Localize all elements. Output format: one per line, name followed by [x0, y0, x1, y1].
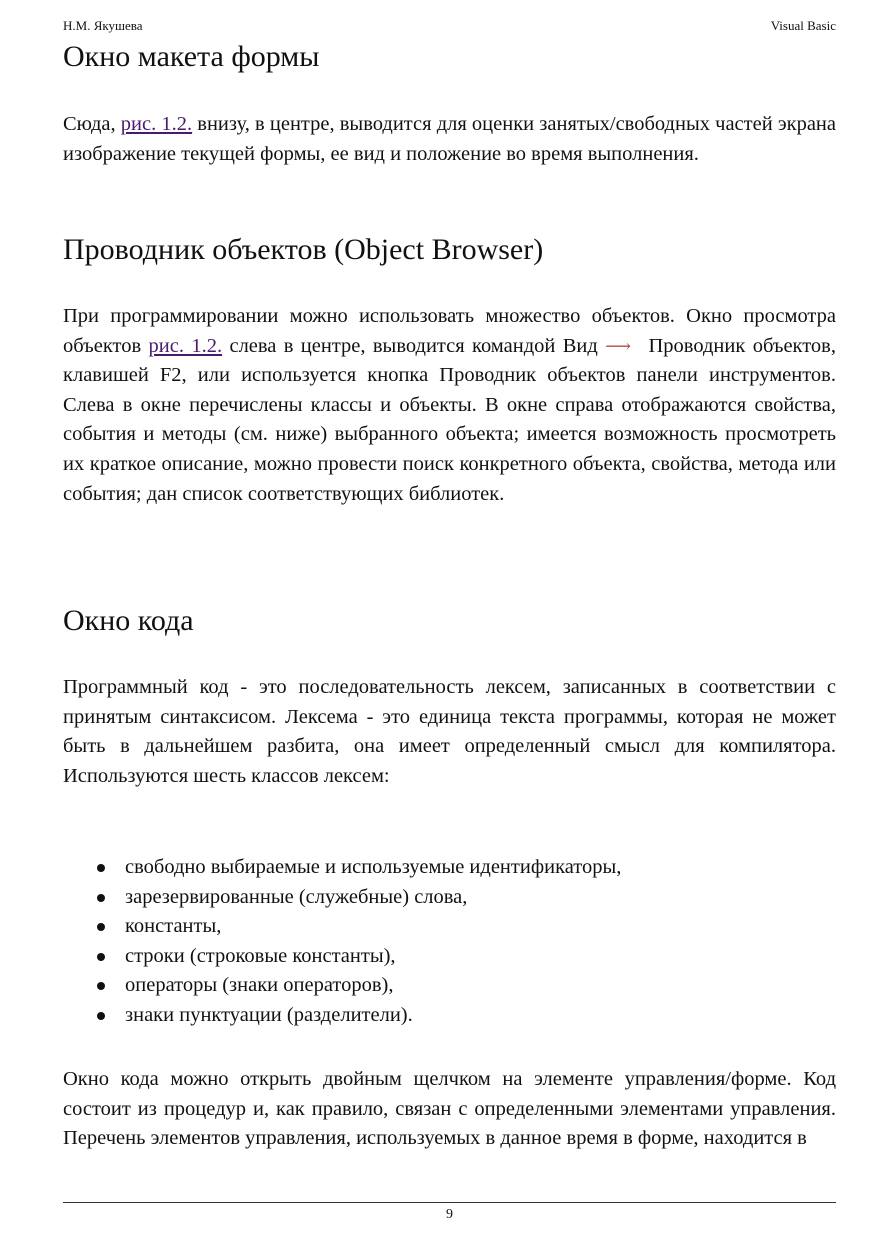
list-item: [63, 942, 836, 972]
list-item-text: свободно выбираемые и используемые идентификаторы,: [125, 856, 622, 878]
bullet-icon: [97, 953, 105, 961]
list-item-text: операторы (знаки операторов),: [125, 974, 394, 997]
figure-link[interactable]: рис. 1.2.: [120, 113, 193, 135]
list-item: [63, 883, 836, 913]
figure-link[interactable]: рис. 1.2.: [148, 334, 223, 357]
text-segment: внизу, в центре, выводится для оценки занятых/свободных частей экрана изображение текущей формы, ее вид и положение во время выполнения.: [63, 113, 836, 165]
text-segment: Проводник объектов, клавишей F2, или используется кнопка Проводник объектов панели инструментов. Слева в окне перечислены классы и объекты. В окне справа отображаются свойства, события и методы (см. ниже) выбранного объекта; имеется возможность просмотреть их краткое описание, можно провести поиск конкретного объекта, свойства, метода или события; дан список соответствующих библиотек.: [63, 334, 836, 505]
header-subject: Visual Basic: [770, 18, 836, 33]
heading-code-window: Окно кода: [63, 604, 194, 637]
text-segment: Сюда,: [63, 113, 121, 135]
bullet-icon: [97, 982, 105, 990]
bullet-icon: [97, 1012, 105, 1020]
lexeme-list: [63, 853, 836, 1031]
text-segment: слева в центре, выводится командой Вид: [222, 334, 606, 357]
paragraph-code-intro: Программный код - это последовательность лексем, записанных в соответствии с принятым синтаксисом. Лексема - это единица текста программы, которая не может быть в дальнейшем разбита, она имеет определенный смысл для компилятора. Используются шесть классов лексем:: [63, 676, 836, 787]
bullet-icon: [97, 923, 105, 931]
page-number: 9: [446, 1207, 453, 1222]
list-item: [63, 853, 836, 883]
list-item-text: строки (строковые константы),: [125, 944, 396, 967]
footer-divider: [63, 1202, 836, 1203]
list-item-text: знаки пунктуации (разделители).: [125, 1003, 413, 1026]
list-item: [63, 971, 836, 1001]
bullet-icon: [97, 864, 105, 872]
bullet-icon: [97, 894, 105, 902]
document-page: [63, 0, 836, 1241]
list-item: [63, 1001, 836, 1031]
header-author: Н.М. Якушева: [63, 18, 143, 33]
paragraph-code-window: Окно кода можно открыть двойным щелчком на элементе управления/форме. Код состоит из процедур и, как правило, связан с определенными элементами управления. Перечень элементов управления, используемых в данное время в форме, находится в: [63, 1068, 836, 1150]
right-arrow-icon: ⟶: [605, 335, 631, 356]
running-header: [63, 16, 836, 36]
list-item: [63, 912, 836, 942]
paragraph-object-browser: [63, 302, 836, 509]
paragraph-form-layout: [63, 110, 836, 169]
heading-form-layout: Окно макета формы: [63, 40, 320, 73]
text-segment: При программировании можно использовать множество объектов. Окно просмотра объектов: [63, 305, 836, 357]
list-item-text: зарезервированные (служебные) слова,: [125, 885, 468, 908]
heading-object-browser: Проводник объектов (Object Browser): [63, 233, 544, 266]
list-item-text: константы,: [125, 915, 222, 938]
